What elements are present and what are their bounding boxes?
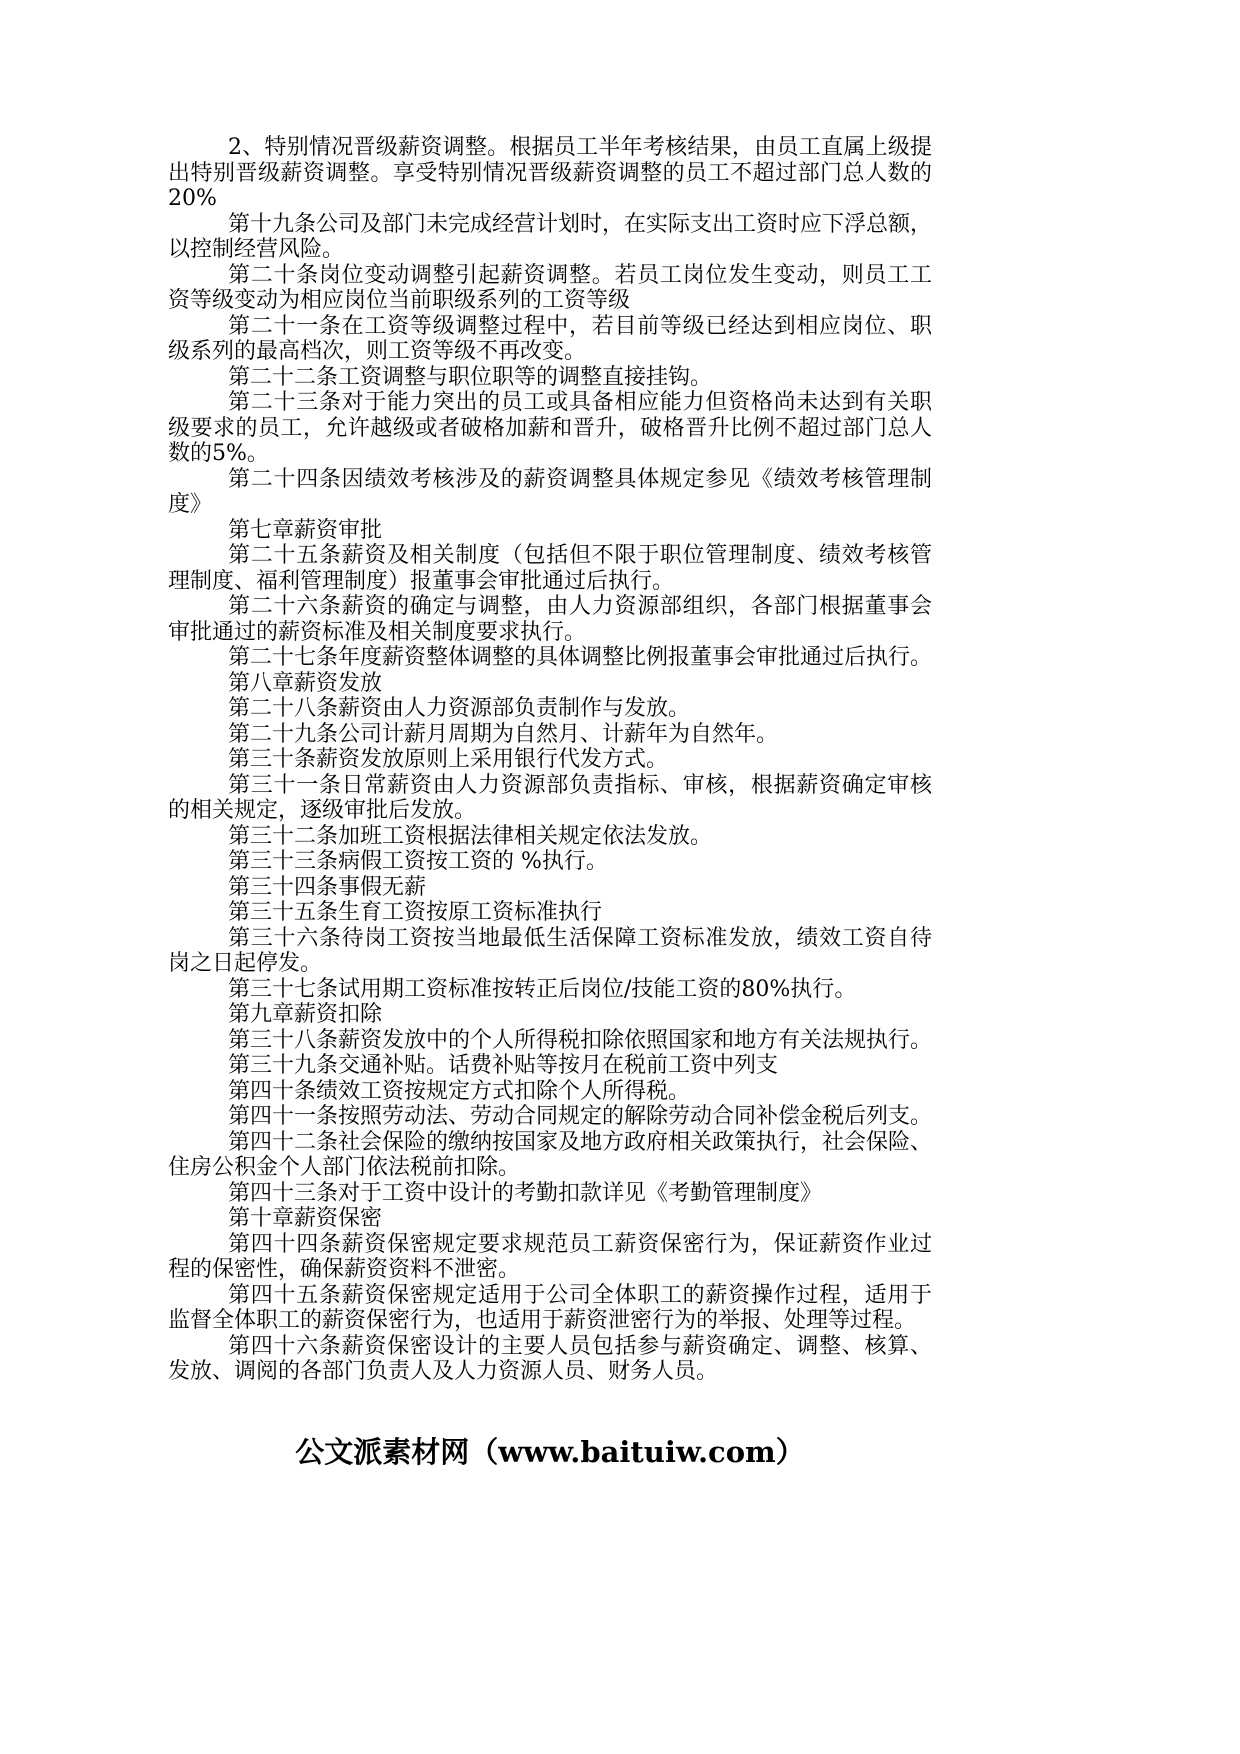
text-line: 第三十九条交通补贴。话费补贴等按月在税前工资中列支 xyxy=(228,1053,779,1078)
paragraph xyxy=(168,696,932,722)
paragraph xyxy=(168,314,932,365)
text-line: 第三十二条加班工资根据法律相关规定依法发放。 xyxy=(228,823,713,849)
text-line: 的相关规定，逐级审批后发放。 xyxy=(168,798,477,823)
paragraph xyxy=(168,1028,932,1054)
paragraph xyxy=(168,1053,932,1079)
paragraph xyxy=(168,365,932,391)
paragraph xyxy=(168,1104,932,1130)
paragraph xyxy=(168,900,932,926)
text-line: 第二十六条薪资的确定与调整，由人力资源部组织，各部门根据董事会 xyxy=(228,594,932,619)
text-line: 住房公积金个人部门依法税前扣除。 xyxy=(168,1155,521,1180)
text-line: 第二十五条薪资及相关制度（包括但不限于职位管理制度、绩效考核管 xyxy=(228,543,932,568)
text-line: 第四十六条薪资保密设计的主要人员包括参与薪资确定、调整、核算、 xyxy=(228,1333,932,1359)
text-line: 第四十二条社会保险的缴纳按国家及地方政府相关政策执行，社会保险、 xyxy=(228,1129,932,1155)
text-line: 第三十一条日常薪资由人力资源部负责指标、审核，根据薪资确定审核 xyxy=(228,772,932,798)
paragraph xyxy=(168,263,932,314)
text-line: 岗之日起停发。 xyxy=(168,951,323,976)
source-footer: 公文派素材网（www.baituiw.com） xyxy=(295,1435,805,1469)
text-line: 发放、调阅的各部门负责人及人力资源人员、财务人员。 xyxy=(168,1359,719,1384)
text-line: 第三十三条病假工资按工资的 %执行。 xyxy=(228,849,608,874)
text-line: 程的保密性，确保薪资资料不泄密。 xyxy=(168,1257,521,1282)
text-line: 度》 xyxy=(168,492,213,517)
text-line: 第十九条公司及部门未完成经营计划时，在实际支出工资时应下浮总额， xyxy=(228,211,932,237)
text-line: 第二十七条年度薪资整体调整的具体调整比例报董事会审批通过后执行。 xyxy=(228,645,932,670)
text-line: 第四十条绩效工资按规定方式扣除个人所得税。 xyxy=(228,1078,691,1104)
text-line: 第三十五条生育工资按原工资标准执行 xyxy=(228,900,603,925)
paragraph xyxy=(168,1232,932,1283)
text-line: 第八章薪资发放 xyxy=(228,670,383,696)
text-line: 理制度、福利管理制度）报董事会审批通过后执行。 xyxy=(168,568,675,594)
paragraph xyxy=(168,849,932,875)
text-line: 第三十六条待岗工资按当地最低生活保障工资标准发放，绩效工资自待 xyxy=(228,925,932,951)
paragraph xyxy=(168,824,932,850)
paragraph xyxy=(168,773,932,824)
paragraph xyxy=(168,135,932,212)
text-line: 2、特别情况晋级薪资调整。根据员工半年考核结果，由员工直属上级提 xyxy=(228,135,932,160)
paragraph xyxy=(168,594,932,645)
text-line: 第三十条薪资发放原则上采用银行代发方式。 xyxy=(228,747,669,772)
paragraph xyxy=(168,543,932,594)
paragraph xyxy=(168,722,932,748)
text-line: 第九章薪资扣除 xyxy=(228,1002,383,1027)
text-line: 级系列的最高档次，则工资等级不再改变。 xyxy=(168,339,587,364)
text-line: 资等级变动为相应岗位当前职级系列的工资等级 xyxy=(168,288,631,313)
paragraph xyxy=(168,467,932,518)
chapter-heading xyxy=(168,1206,932,1232)
text-line: 20% xyxy=(168,186,217,211)
text-line: 第四十五条薪资保密规定适用于公司全体职工的薪资操作过程，适用于 xyxy=(228,1282,932,1308)
paragraph xyxy=(168,747,932,773)
chapter-heading xyxy=(168,518,932,544)
paragraph xyxy=(168,212,932,263)
text-line: 第三十八条薪资发放中的个人所得税扣除依照国家和地方有关法规执行。 xyxy=(228,1027,932,1053)
paragraph xyxy=(168,1130,932,1181)
paragraph xyxy=(168,1334,932,1385)
text-line: 第二十四条因绩效考核涉及的薪资调整具体规定参见《绩效考核管理制 xyxy=(228,466,932,492)
paragraph xyxy=(168,1079,932,1105)
paragraph xyxy=(168,645,932,671)
document-body xyxy=(168,135,932,1385)
text-line: 第四十四条薪资保密规定要求规范员工薪资保密行为，保证薪资作业过 xyxy=(228,1231,932,1257)
text-line: 级要求的员工，允许越级或者破格加薪和晋升，破格晋升比例不超过部门总人 xyxy=(168,415,932,441)
text-line: 监督全体职工的薪资保密行为，也适用于薪资泄密行为的举报、处理等过程。 xyxy=(168,1308,917,1333)
paragraph xyxy=(168,875,932,901)
text-line: 第二十条岗位变动调整引起薪资调整。若员工岗位发生变动，则员工工 xyxy=(228,262,932,288)
text-line: 第二十一条在工资等级调整过程中，若目前等级已经达到相应岗位、职 xyxy=(228,313,932,339)
text-line: 第四十一条按照劳动法、劳动合同规定的解除劳动合同补偿金税后列支。 xyxy=(228,1104,932,1129)
chapter-heading xyxy=(168,671,932,697)
paragraph xyxy=(168,1283,932,1334)
paragraph xyxy=(168,926,932,977)
paragraph xyxy=(168,390,932,467)
paragraph xyxy=(168,977,932,1003)
text-line: 第三十四条事假无薪 xyxy=(228,874,427,900)
text-line: 第二十八条薪资由人力资源部负责制作与发放。 xyxy=(228,696,691,721)
text-line: 出特别晋级薪资调整。享受特别情况晋级薪资调整的员工不超过部门总人数的 xyxy=(168,160,932,186)
text-line: 第二十三条对于能力突出的员工或具备相应能力但资格尚未达到有关职 xyxy=(228,390,932,415)
text-line: 第七章薪资审批 xyxy=(228,517,383,543)
text-line: 第二十二条工资调整与职位职等的调整直接挂钩。 xyxy=(228,364,713,390)
paragraph xyxy=(168,1181,932,1207)
text-line: 第四十三条对于工资中设计的考勤扣款详见《考勤管理制度》 xyxy=(228,1180,823,1206)
chapter-heading xyxy=(168,1002,932,1028)
text-line: 第十章薪资保密 xyxy=(228,1206,383,1231)
text-line: 数的5%。 xyxy=(168,441,269,466)
text-line: 以控制经营风险。 xyxy=(168,237,345,262)
text-line: 第三十七条试用期工资标准按转正后岗位/技能工资的80%执行。 xyxy=(228,976,857,1002)
text-line: 审批通过的薪资标准及相关制度要求执行。 xyxy=(168,619,587,645)
text-line: 第二十九条公司计薪月周期为自然月、计薪年为自然年。 xyxy=(228,721,779,747)
